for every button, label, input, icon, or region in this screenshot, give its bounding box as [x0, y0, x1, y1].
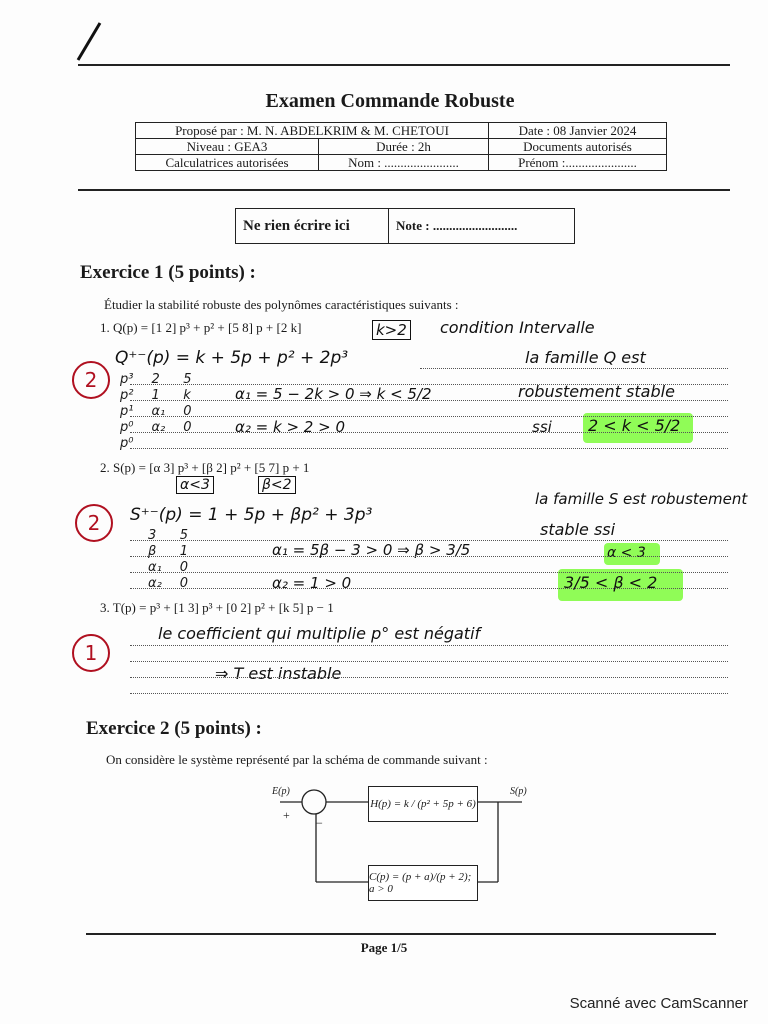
answer-line [130, 588, 728, 589]
plant-block-h: H(p) = k / (p² + 5p + 6) [368, 786, 478, 822]
score-mark-1: 2 [72, 361, 110, 399]
hw-q-alpha1: α₁ = 5 − 2k > 0 ⇒ k < 5/2 [235, 385, 432, 403]
hw-s-conclusion-2: stable ssi [540, 520, 616, 539]
answer-line [130, 384, 728, 385]
grade-field[interactable]: Note : .......................... [396, 218, 518, 233]
answer-line [130, 572, 728, 573]
hw-q-polynomial: Q⁺⁻(p) = k + 5p + p² + 2p³ [115, 348, 349, 368]
proposer-cell: Proposé par : M. N. ABDELKRIM & M. CHETOUI [136, 123, 489, 139]
date-cell: Date : 08 Janvier 2024 [489, 123, 667, 139]
answer-line [130, 645, 728, 646]
answer-line [130, 416, 728, 417]
hw-beta-condition: β<2 [258, 476, 296, 494]
firstname-field[interactable]: Prénom :...................... [489, 155, 667, 171]
hw-s-routh: 3 β α₁ α₂ 5 1 0 0 [148, 528, 189, 591]
exercise-2-intro: On considère le système représenté par la schéma de commande suivant : [106, 752, 488, 767]
top-rule [78, 64, 730, 66]
calculators-cell: Calculatrices autorisées [136, 155, 319, 171]
grade-box-label: Ne rien écrire ici [236, 209, 389, 243]
answer-line [130, 540, 728, 541]
answer-line [130, 400, 728, 401]
hw-q-result: 2 < k < 5/2 [588, 416, 681, 435]
header-rule [78, 189, 730, 191]
exam-title: Examen Commande Robuste [265, 90, 515, 112]
name-field[interactable]: Nom : ....................... [319, 155, 489, 171]
footer-rule [86, 933, 716, 935]
hw-s-alpha1: α₁ = 5β − 3 > 0 ⇒ β > 3/5 [272, 541, 471, 559]
pen-stroke [70, 15, 110, 65]
scanner-watermark: Scanné avec CamScanner [569, 995, 748, 1012]
page-number: Page 1/5 [360, 940, 408, 955]
exercise-1-title: Exercice 1 (5 points) : [80, 262, 256, 283]
duration-cell: Durée : 2h [319, 139, 489, 155]
answer-line [130, 661, 728, 662]
hw-k-condition: k>2 [372, 320, 411, 340]
exercise-2-title: Exercice 2 (5 points) : [86, 718, 262, 739]
hw-t-line-1: le coefficient qui multiplie p° est négatif [158, 624, 481, 643]
answer-line [130, 677, 728, 678]
hw-s-result-beta: 3/5 < β < 2 [564, 573, 658, 592]
answer-line [130, 432, 728, 433]
answer-line [130, 556, 728, 557]
answer-line [420, 368, 728, 369]
question-2: 2. S(p) = [α 3] p³ + [β 2] p² + [5 7] p + 1 [100, 460, 310, 475]
hw-q-conclusion-3: ssi [532, 418, 552, 436]
hw-q-conclusion-1: la famille Q est [525, 348, 646, 367]
score-mark-2: 2 [75, 504, 113, 542]
answer-line [130, 448, 728, 449]
level-cell: Niveau : GEA3 [136, 139, 319, 155]
feedback-block-c: C(p) = (p + a)/(p + 2); a > 0 [368, 865, 478, 901]
hw-q-alpha2: α₂ = k > 2 > 0 [235, 418, 345, 436]
hw-s-conclusion-1: la famille S est robustement [535, 490, 748, 508]
plus-sign: + [283, 808, 290, 822]
hw-t-line-2: ⇒ T est instable [215, 664, 342, 683]
question-3: 3. T(p) = p³ + [1 3] p³ + [0 2] p² + [k 5] p − 1 [100, 600, 334, 615]
exercise-1-intro: Étudier la stabilité robuste des polynômes caractéristiques suivants : [104, 297, 459, 312]
minus-sign: − [316, 816, 323, 830]
input-label: E(p) [272, 786, 290, 797]
answer-line [130, 693, 728, 694]
hw-s-alpha2: α₂ = 1 > 0 [272, 574, 352, 592]
hw-alpha-condition: α<3 [176, 476, 214, 494]
output-label: S(p) [510, 786, 527, 797]
grade-box [235, 208, 575, 244]
hw-q-conclusion-2: robustement stable [518, 382, 675, 401]
hw-q-routh: p³ p² p¹ p⁰ p⁰ 2 1 α₁ α₂ 5 k 0 0 [120, 372, 192, 451]
hw-s-result-alpha: α < 3 [607, 545, 646, 561]
score-mark-3: 1 [72, 634, 110, 672]
hw-interval-condition: condition Intervalle [440, 318, 595, 337]
header-table [135, 122, 667, 171]
hw-s-polynomial: S⁺⁻(p) = 1 + 5p + βp² + 3p³ [130, 505, 373, 525]
documents-cell: Documents autorisés [489, 139, 667, 155]
question-1: 1. Q(p) = [1 2] p³ + p² + [5 8] p + [2 k] [100, 320, 302, 335]
